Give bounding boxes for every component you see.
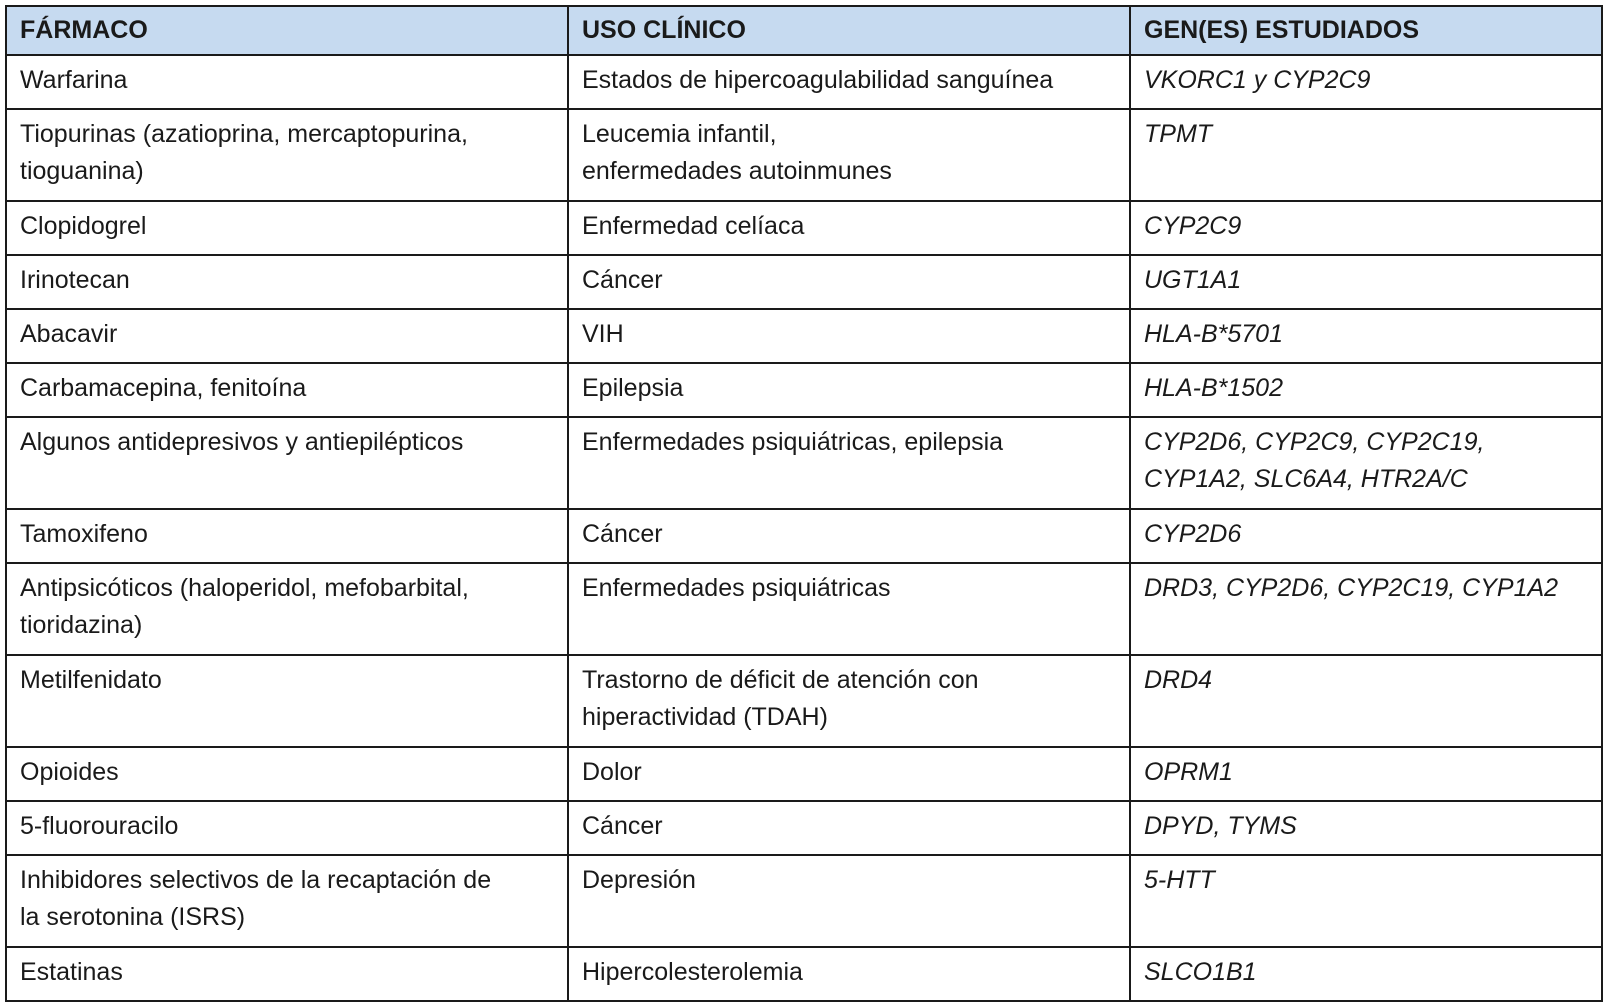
- column-header-farmaco: FÁRMACO: [6, 6, 568, 55]
- cell-text-line: Cáncer: [582, 266, 663, 294]
- cell-farmaco: [6, 655, 568, 747]
- cell-farmaco: [6, 109, 568, 201]
- cell-text-line: CYP2D6, CYP2C9, CYP2C19,: [1144, 428, 1485, 456]
- cell-text-line: Abacavir: [20, 320, 118, 348]
- cell-text-line: Epilepsia: [582, 374, 684, 402]
- cell-text-line: HLA-B*5701: [1144, 320, 1283, 348]
- cell-text-line: Warfarina: [20, 66, 128, 94]
- column-header-uso-clinico: USO CLÍNICO: [568, 6, 1130, 55]
- cell-uso-clinico: [568, 655, 1130, 747]
- cell-farmaco: [6, 801, 568, 855]
- cell-text-line: Inhibidores selectivos de la recaptación de: [20, 866, 492, 894]
- cell-text-line: 5-HTT: [1144, 866, 1215, 894]
- cell-text-line: SLCO1B1: [1144, 958, 1257, 986]
- cell-text-line: Cáncer: [582, 520, 663, 548]
- cell-genes: [1130, 947, 1602, 1001]
- table-row: [6, 655, 1602, 747]
- cell-text-line: CYP2C9: [1144, 212, 1242, 240]
- cell-text-line: Enfermedades psiquiátricas, epilepsia: [582, 428, 1004, 456]
- cell-genes: [1130, 509, 1602, 563]
- cell-text-line: la serotonina (ISRS): [20, 903, 246, 931]
- cell-farmaco: [6, 55, 568, 109]
- cell-text-line: Enfermedades psiquiátricas: [582, 574, 891, 602]
- cell-text-line: VKORC1 y CYP2C9: [1144, 66, 1371, 94]
- cell-genes: [1130, 363, 1602, 417]
- cell-text-line: CYP2D6: [1144, 520, 1242, 548]
- cell-genes: [1130, 655, 1602, 747]
- cell-text-line: Carbamacepina, fenitoína: [20, 374, 307, 402]
- cell-uso-clinico: [568, 947, 1130, 1001]
- cell-uso-clinico: [568, 855, 1130, 947]
- cell-farmaco: [6, 417, 568, 509]
- cell-text-line: CYP1A2, SLC6A4, HTR2A/C: [1144, 465, 1468, 493]
- cell-text-line: OPRM1: [1144, 758, 1233, 786]
- cell-text-line: Clopidogrel: [20, 212, 147, 240]
- table-row: [6, 417, 1602, 509]
- cell-text-line: Tamoxifeno: [20, 520, 148, 548]
- cell-farmaco: [6, 509, 568, 563]
- cell-genes: [1130, 201, 1602, 255]
- cell-farmaco: [6, 201, 568, 255]
- cell-text-line: Opioides: [20, 758, 119, 786]
- table-row: [6, 855, 1602, 947]
- cell-uso-clinico: [568, 109, 1130, 201]
- cell-text-line: VIH: [582, 320, 624, 348]
- cell-uso-clinico: [568, 509, 1130, 563]
- cell-text-line: Dolor: [582, 758, 642, 786]
- cell-text-line: Enfermedad celíaca: [582, 212, 805, 240]
- table-row: [6, 947, 1602, 1001]
- table-row: [6, 201, 1602, 255]
- cell-genes: [1130, 747, 1602, 801]
- cell-uso-clinico: [568, 747, 1130, 801]
- pharmacogenomics-table: [5, 5, 1603, 1002]
- cell-text-line: DPYD, TYMS: [1144, 812, 1297, 840]
- cell-text-line: Metilfenidato: [20, 666, 162, 694]
- cell-text-line: UGT1A1: [1144, 266, 1242, 294]
- cell-text-line: Tiopurinas (azatioprina, mercaptopurina,: [20, 120, 468, 148]
- cell-text-line: 5-fluorouracilo: [20, 812, 179, 840]
- cell-text-line: Estados de hipercoagulabilidad sanguínea: [582, 66, 1054, 94]
- table-row: [6, 109, 1602, 201]
- cell-genes: [1130, 109, 1602, 201]
- cell-text-line: Hipercolesterolemia: [582, 958, 803, 986]
- table-row: [6, 55, 1602, 109]
- cell-uso-clinico: [568, 201, 1130, 255]
- cell-uso-clinico: [568, 563, 1130, 655]
- cell-text-line: Cáncer: [582, 812, 663, 840]
- cell-uso-clinico: [568, 363, 1130, 417]
- table-row: [6, 363, 1602, 417]
- cell-farmaco: [6, 309, 568, 363]
- header-row: [6, 6, 1602, 55]
- table-row: [6, 255, 1602, 309]
- cell-text-line: Trastorno de déficit de atención con: [582, 666, 979, 694]
- table-body: [6, 55, 1602, 1001]
- cell-text-line: Estatinas: [20, 958, 123, 986]
- cell-text-line: enfermedades autoinmunes: [582, 157, 892, 185]
- cell-farmaco: [6, 563, 568, 655]
- cell-text-line: tioguanina): [20, 157, 144, 185]
- table-row: [6, 309, 1602, 363]
- table-header: [6, 6, 1602, 55]
- cell-genes: [1130, 855, 1602, 947]
- cell-text-line: Irinotecan: [20, 266, 130, 294]
- cell-text-line: tioridazina): [20, 611, 143, 639]
- cell-text-line: Antipsicóticos (haloperidol, mefobarbital,: [20, 574, 469, 602]
- cell-uso-clinico: [568, 55, 1130, 109]
- cell-farmaco: [6, 855, 568, 947]
- cell-genes: [1130, 563, 1602, 655]
- cell-text-line: DRD4: [1144, 666, 1213, 694]
- cell-farmaco: [6, 747, 568, 801]
- cell-genes: [1130, 801, 1602, 855]
- table-row: [6, 509, 1602, 563]
- cell-genes: [1130, 309, 1602, 363]
- cell-text-line: DRD3, CYP2D6, CYP2C19, CYP1A2: [1144, 574, 1559, 602]
- cell-uso-clinico: [568, 801, 1130, 855]
- cell-genes: [1130, 417, 1602, 509]
- table-row: [6, 563, 1602, 655]
- cell-uso-clinico: [568, 417, 1130, 509]
- cell-text-line: HLA-B*1502: [1144, 374, 1283, 402]
- cell-text-line: Leucemia infantil,: [582, 120, 777, 148]
- cell-genes: [1130, 255, 1602, 309]
- cell-text-line: Algunos antidepresivos y antiepilépticos: [20, 428, 464, 456]
- table-row: [6, 747, 1602, 801]
- cell-farmaco: [6, 255, 568, 309]
- cell-genes: [1130, 55, 1602, 109]
- cell-farmaco: [6, 363, 568, 417]
- cell-uso-clinico: [568, 255, 1130, 309]
- cell-uso-clinico: [568, 309, 1130, 363]
- column-header-genes: GEN(ES) ESTUDIADOS: [1130, 6, 1602, 55]
- table-row: [6, 801, 1602, 855]
- cell-text-line: hiperactividad (TDAH): [582, 703, 828, 731]
- cell-text-line: TPMT: [1144, 120, 1213, 148]
- cell-text-line: Depresión: [582, 866, 696, 894]
- cell-farmaco: [6, 947, 568, 1001]
